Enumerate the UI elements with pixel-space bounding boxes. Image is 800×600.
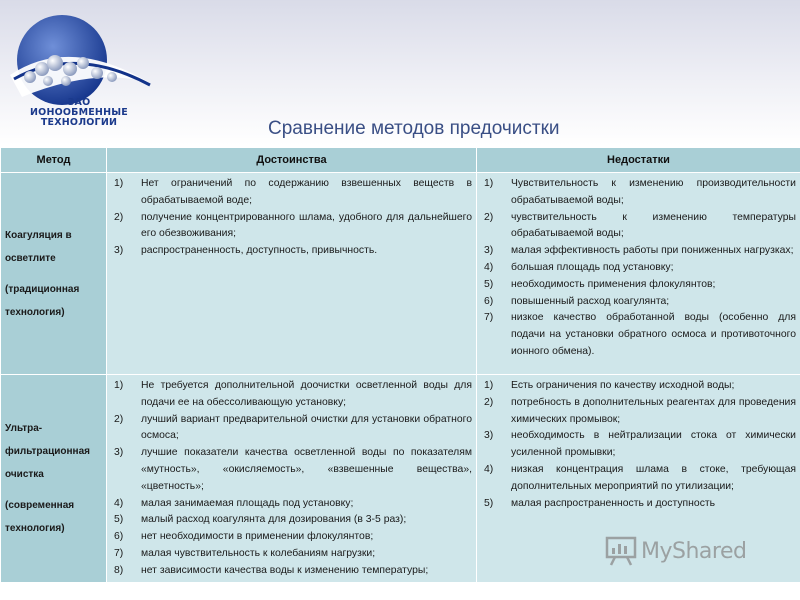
list-item [111, 176, 472, 210]
item-number: 7) [484, 312, 494, 324]
item-text: необходимость применения флокулянтов; [511, 278, 716, 290]
item-text: низкое качество обработанной воды (особенно для подачи на установки обратного осмоса и противоточного ионного обмена). [511, 312, 796, 357]
item-number: 7) [114, 547, 124, 559]
item-text: нет необходимости в применении флокулянтов; [141, 531, 374, 543]
item-number: 6) [114, 531, 124, 543]
method-line: (традиционная [5, 284, 80, 295]
watermark [605, 536, 746, 566]
list-item [481, 462, 796, 496]
item-number: 3) [484, 430, 494, 442]
item-number: 4) [484, 261, 494, 273]
company-line2: ИОНООБМЕННЫЕ [30, 107, 128, 118]
logo-globe-icon [0, 5, 175, 105]
item-text: потребность в дополнительных реагентах для проведения химических промывок; [511, 396, 796, 425]
item-text: повышенный расход коагулянта; [511, 295, 670, 307]
item-number: 4) [484, 463, 494, 475]
table-row-coagulation [1, 173, 800, 375]
item-text: распространенность, доступность, привычность. [141, 245, 378, 257]
list-item [111, 563, 472, 580]
item-number: 5) [114, 514, 124, 526]
list-item [481, 310, 796, 360]
item-text: чувствительность к изменению температуры обрабатываемой воды; [511, 211, 796, 240]
item-text: лучший вариант предварительной очистки для установки обратного осмоса; [141, 413, 472, 442]
list-item [481, 395, 796, 429]
list-item [111, 496, 472, 513]
method-line: технология) [5, 523, 65, 535]
pros-list [111, 378, 472, 580]
item-number: 1) [484, 380, 494, 391]
item-text: необходимость в нейтрализации стока от химически усиленной промывки; [511, 430, 796, 459]
item-number: 1) [114, 380, 124, 391]
item-text: малая чувствительность к колебаниям нагрузки; [141, 547, 376, 559]
method-line: Ультра- [5, 423, 43, 435]
company-line1: ЗАО [67, 97, 91, 108]
list-item [481, 277, 796, 294]
header-pros: Достоинства [107, 148, 477, 173]
method-cell [1, 173, 107, 375]
item-text: низкая концентрация шлама в стоке, требующая дополнительных мероприятий по утилизации; [511, 463, 796, 492]
method-line: очистка [5, 469, 44, 481]
item-number: 1) [114, 178, 124, 189]
item-text: Чувствительность к изменению производительности обрабатываемой воды; [511, 178, 796, 206]
list-item [111, 210, 472, 244]
item-number: 6) [484, 295, 494, 307]
item-text: малый расход коагулянта для дозирования (в 3-5 раз); [141, 514, 407, 526]
item-number: 4) [114, 497, 124, 509]
item-number: 5) [484, 278, 494, 290]
item-number: 8) [114, 564, 124, 576]
item-text: малая распространенность и доступность [511, 497, 716, 509]
list-item [111, 445, 472, 495]
list-item [481, 176, 796, 210]
item-number: 2) [114, 211, 124, 223]
list-item [481, 243, 796, 260]
cons-list [481, 378, 796, 512]
presentation-board-icon [605, 536, 637, 566]
watermark-text: MyShared [641, 538, 747, 564]
list-item [481, 378, 796, 395]
list-item [111, 529, 472, 546]
header-method: Метод [1, 148, 107, 173]
item-number: 1) [484, 178, 494, 189]
item-text: Есть ограничения по качеству исходной воды; [511, 380, 735, 391]
list-item [481, 496, 796, 513]
item-number: 2) [484, 396, 494, 408]
item-number: 3) [114, 447, 124, 459]
item-text: малая занимаемая площадь под установку; [141, 497, 354, 509]
item-text: Нет ограничений по содержанию взвешенных веществ в обрабатываемой воде; [141, 178, 472, 206]
company-name [14, 98, 144, 128]
item-text: малая эффективность работы при пониженных нагрузках; [511, 245, 794, 257]
item-number: 2) [484, 211, 494, 223]
list-item [111, 243, 472, 260]
item-text: большая площадь под установку; [511, 261, 674, 273]
table-header-row [1, 148, 800, 173]
method-line: фильтрационная [5, 446, 90, 458]
list-item [481, 210, 796, 244]
cons-cell [477, 173, 800, 375]
list-item [481, 260, 796, 277]
item-number: 5) [484, 497, 494, 509]
comparison-table [0, 147, 800, 583]
item-number: 2) [114, 413, 124, 425]
method-line: (современная [5, 500, 75, 512]
method-line: Коагуляция в [5, 230, 72, 241]
list-item [111, 512, 472, 529]
item-text: получение концентрированного шлама, удобного для дальнейшего его обезвоживания; [141, 211, 472, 240]
item-number: 3) [114, 245, 124, 257]
item-text: нет зависимости качества воды к изменению температуры; [141, 564, 429, 576]
list-item [111, 546, 472, 563]
item-text: лучшие показатели качества осветленной воды по показателям «мутность», «окисляемость», «взвешенные вещества», «цветность»; [141, 447, 472, 492]
item-text: Не требуется дополнительной доочистки осветленной воды для подачи ее на обессоливающую установку; [141, 380, 472, 408]
list-item [481, 294, 796, 311]
list-item [111, 378, 472, 412]
pros-cell [107, 375, 477, 583]
header-cons: Недостатки [477, 148, 800, 173]
list-item [481, 428, 796, 462]
slide-title: Сравнение методов предочистки [268, 118, 560, 139]
company-line3: ТЕХНОЛОГИИ [40, 117, 118, 128]
pros-list [111, 176, 472, 260]
cons-list [481, 176, 796, 361]
pros-cell [107, 173, 477, 375]
method-line: осветлите [5, 253, 56, 264]
method-line: технология) [5, 307, 65, 318]
item-number: 3) [484, 245, 494, 257]
method-cell [1, 375, 107, 583]
list-item [111, 412, 472, 446]
